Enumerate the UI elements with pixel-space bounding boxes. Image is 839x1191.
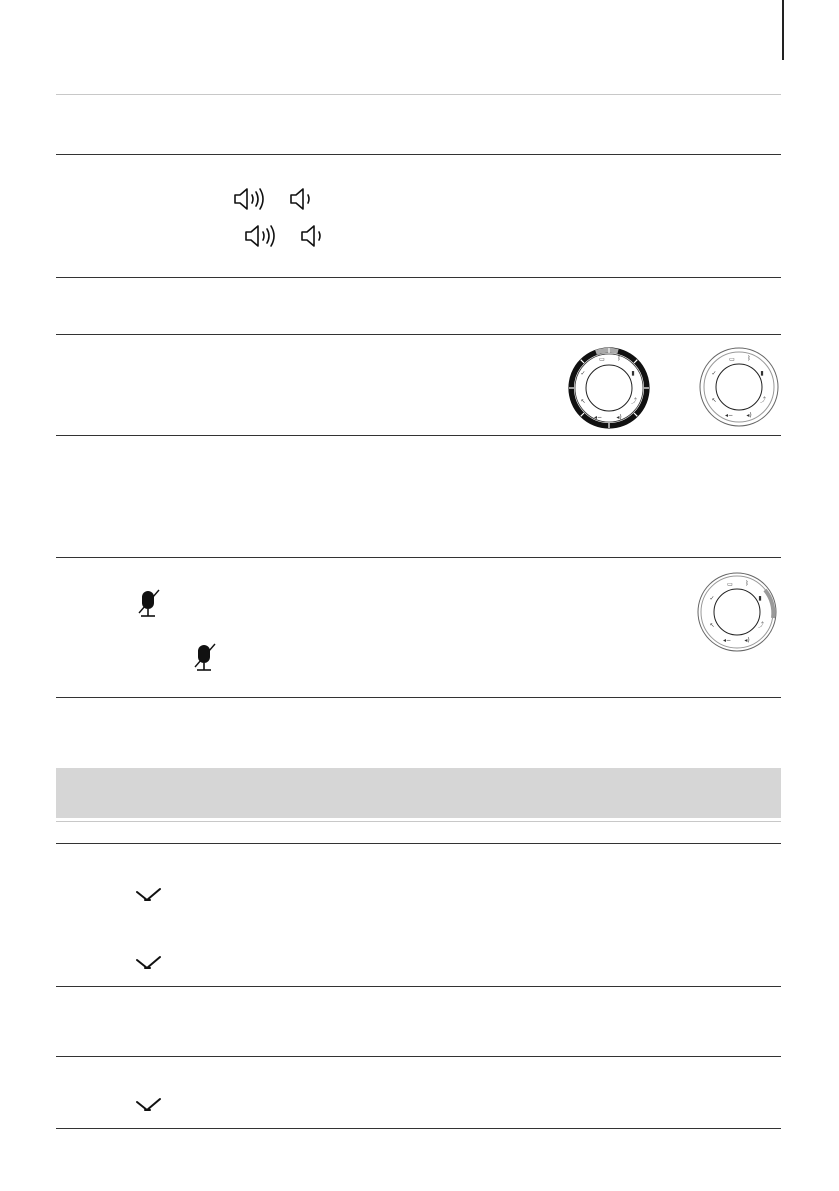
speaker-volume-down-icon [289, 186, 313, 212]
header-rule [56, 94, 781, 95]
svg-text:↖: ↖ [709, 622, 715, 629]
section-header-band [56, 768, 781, 818]
svg-text:⤴: ⤴ [759, 397, 767, 404]
row-divider [56, 697, 781, 698]
row-divider [56, 557, 781, 558]
row-divider [56, 435, 781, 436]
speaker-volume-up-icon [244, 223, 280, 249]
row-divider [56, 1056, 781, 1057]
speaker-volume-up-icon [233, 186, 269, 212]
svg-text:↖: ↖ [580, 398, 586, 405]
speaker-volume-down-icon [300, 223, 324, 249]
row-divider [56, 1128, 781, 1129]
svg-text:▭: ▭ [727, 581, 733, 588]
row-divider [56, 843, 781, 844]
row-divider [56, 334, 781, 335]
svg-text:▮: ▮ [760, 370, 764, 377]
speakerphone-control-ring [566, 345, 652, 431]
svg-text:↖: ↖ [711, 397, 717, 404]
svg-text:◂): ◂) [744, 637, 750, 644]
svg-text:ᛒ: ᛒ [617, 355, 621, 362]
end-call-icon [134, 1095, 164, 1115]
svg-text:▮: ▮ [631, 370, 635, 377]
row-divider [56, 277, 781, 278]
svg-text:▮: ▮ [758, 595, 762, 602]
svg-text:▭: ▭ [599, 356, 605, 363]
svg-text:◂): ◂) [616, 414, 622, 421]
subheader-rule [56, 821, 781, 822]
end-call-icon [134, 953, 164, 973]
svg-text:◂−: ◂− [724, 412, 734, 419]
end-call-icon [134, 885, 164, 905]
svg-text:◂−: ◂− [593, 414, 603, 421]
page-edge-mark [782, 0, 784, 60]
microphone-muted-icon [192, 642, 218, 674]
svg-text:✓: ✓ [711, 370, 717, 377]
svg-text:✓: ✓ [709, 595, 715, 602]
svg-text:⤴: ⤴ [757, 622, 765, 629]
row-divider [56, 154, 781, 155]
microphone-muted-icon [136, 588, 162, 620]
svg-text:◂): ◂) [746, 412, 752, 419]
row-divider [56, 986, 781, 987]
svg-text:⤴: ⤴ [630, 398, 638, 405]
svg-text:ᛒ: ᛒ [745, 580, 749, 587]
svg-text:✓: ✓ [580, 370, 586, 377]
svg-text:ᛒ: ᛒ [747, 355, 751, 362]
speakerphone-control-ring [697, 345, 781, 429]
svg-text:◂−: ◂− [722, 637, 732, 644]
svg-text:▭: ▭ [729, 356, 735, 363]
speakerphone-control-ring [695, 570, 779, 654]
